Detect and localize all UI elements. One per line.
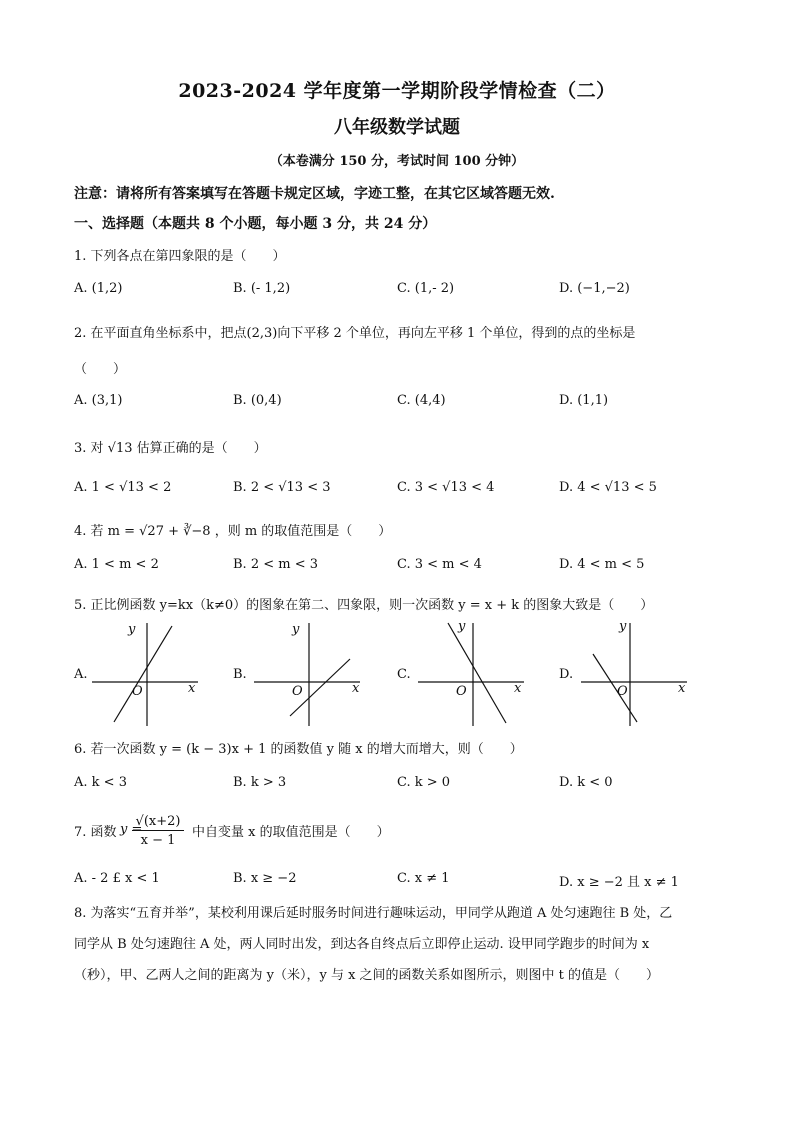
q5-graph-b [250,618,370,734]
x-axis-label: x [352,681,360,696]
q7-option-a: A. - 2 £ x < 1 [74,871,160,886]
origin-label: O [292,684,303,699]
question-7-suffix: 中自变量 x 的取值范围是（ ） [192,825,390,840]
y-axis-label: y [619,619,627,634]
question-2-paren: （ ） [74,362,127,377]
q7-option-c: C. x ≠ 1 [397,871,450,886]
x-axis-label: x [188,681,196,696]
question-8-line-1: 8. 为落实“五育并举”，某校利用课后延时服务时间进行趣味运动，甲同学从跑道 A 处匀速跑往 B 处，乙 [74,906,673,921]
question-8-line-3: （秒），甲、乙两人之间的距离为 y（米），y 与 x 之间的函数关系如图所示，则图中 t 的值是（ ） [74,968,660,983]
q3-option-c: C. 3 < √13 < 4 [397,480,495,495]
exam-info: （本卷满分 150 分，考试时间 100 分钟） [269,154,525,169]
q3-option-a: A. 1 < √13 < 2 [74,480,172,495]
q5-graph-c [414,618,534,734]
x-axis-label: x [514,681,522,696]
q7-y-equals: y = [120,822,143,837]
exam-notice: 注意：请将所有答案填写在答题卡规定区域，字迹工整，在其它区域答题无效. [74,186,555,202]
x-axis-label: x [678,681,686,696]
q2-option-a: A. (3,1) [74,393,123,408]
question-5: 5. 正比例函数 y=kx（k≠0）的图象在第二、四象限，则一次函数 y = x + k 的图象大致是（ ） [74,598,654,613]
exam-subtitle: 八年级数学试题 [334,117,460,138]
q1-option-c: C. (1,- 2) [397,281,455,296]
origin-label: O [617,684,628,699]
function-line [114,626,172,722]
origin-label: O [456,684,467,699]
q7-option-b: B. x ≥ −2 [233,871,297,886]
q2-option-b: B. (0,4) [233,393,282,408]
q4-option-d: D. 4 < m < 5 [559,557,645,572]
q4-option-c: C. 3 < m < 4 [397,557,482,572]
question-8-line-2: 同学从 B 处匀速跑往 A 处，两人同时出发，到达各自终点后立即停止运动. 设甲同学跑步的时间为 x [74,937,650,952]
q3-option-b: B. 2 < √13 < 3 [233,480,331,495]
q7-fraction [120,814,184,848]
y-axis-label: y [128,622,136,637]
q6-option-d: D. k < 0 [559,775,613,790]
q5-graph-d [577,618,697,734]
y-axis-label: y [292,622,300,637]
q2-option-c: C. (4,4) [397,393,446,408]
function-line [448,623,506,723]
q6-option-c: C. k > 0 [397,775,451,790]
question-6: 6. 若一次函数 y = (k − 3)x + 1 的函数值 y 随 x 的增大而增大，则（ ） [74,742,523,757]
q5-option-b: B. [233,667,247,682]
exam-title: 2023-2024 学年度第一学期阶段学情检查（二） [178,80,616,102]
q5-option-d: D. [559,667,574,682]
q5-option-a: A. [74,667,88,682]
q7-fraction-numerator: √(x+2) [132,814,184,831]
q5-graph-a [88,618,208,734]
question-3: 3. 对 √13 估算正确的是（ ） [74,441,267,456]
q3-option-d: D. 4 < √13 < 5 [559,480,657,495]
section-title: 一、选择题（本题共 8 个小题，每小题 3 分，共 24 分） [74,216,437,232]
q5-option-c: C. [397,667,411,682]
q4-option-b: B. 2 < m < 3 [233,557,319,572]
question-4: 4. 若 m = √27 + ∛−8 ，则 m 的取值范围是（ ） [74,524,392,539]
question-1: 1. 下列各点在第四象限的是（ ） [74,249,286,264]
q7-fraction-denominator: x − 1 [140,833,176,848]
q1-option-d: D. (−1,−2) [559,281,630,296]
question-2: 2. 在平面直角坐标系中，把点(2,3)向下平移 2 个单位，再向左平移 1 个单位，得到的点的坐标是 [74,326,636,341]
q1-option-a: A. (1,2) [74,281,123,296]
q1-option-b: B. (- 1,2) [233,281,291,296]
q6-option-b: B. k > 3 [233,775,287,790]
origin-label: O [132,684,143,699]
q4-option-a: A. 1 < m < 2 [74,557,159,572]
y-axis-label: y [458,619,466,634]
q7-option-d: D. x ≥ −2 且 x ≠ 1 [559,875,679,890]
q2-option-d: D. (1,1) [559,393,609,408]
question-7-prefix: 7. 函数 [74,825,117,840]
q6-option-a: A. k < 3 [74,775,127,790]
